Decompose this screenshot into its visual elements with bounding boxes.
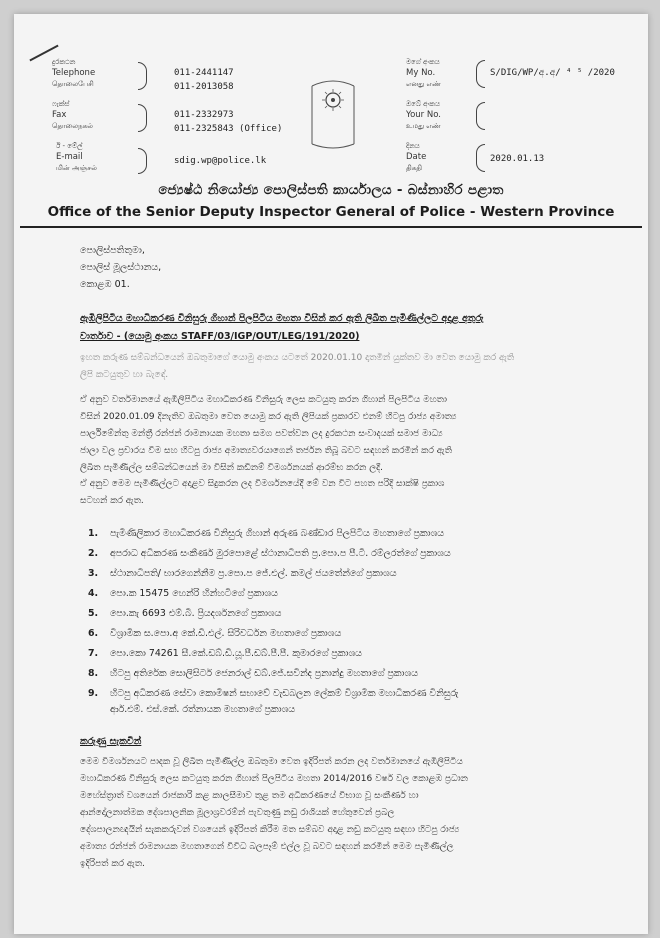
date-brace xyxy=(476,144,485,172)
letter-page xyxy=(14,14,648,934)
facts-line-7: ඉදිරිපත් කර ඇත. xyxy=(80,859,145,869)
telephone-number-1: 011-2441147 xyxy=(174,68,234,78)
list-item: 7. පො.කො 74261 සී.කේ.ඩබ්.ඩී.යූ.පී.ඩබ්.පී.පී. කුමාරගේ ප්‍රකාශය xyxy=(88,648,362,659)
email-brace xyxy=(138,148,147,174)
email-label-si: ඊ - මේල් xyxy=(56,142,83,150)
date-label-ta: திகதி xyxy=(406,164,422,172)
fax-number-2: 011-2325843 (Office) xyxy=(174,124,283,134)
recipient-block xyxy=(80,242,161,293)
list-item: 1. පැමිණිලිකාර මහාධිකරණ විනිසුරු ගිහාන් අරුණ බණ්ඩාර පිලපිටිය මහතාගේ ප්‍රකාශය xyxy=(88,528,445,539)
your-no-label-ta: உமது எண் xyxy=(406,122,441,130)
telephone-brace xyxy=(138,62,147,90)
recipient-line-2: පොලිස් මූලස්ථානය, xyxy=(80,262,162,273)
telephone-number-2: 011-2013058 xyxy=(174,82,234,92)
date-value: 2020.01.13 xyxy=(490,154,545,164)
paragraph-2-line-1: ඒ අනුව වර්තමානයේ ඇඹිලිපිටිය මහාධිකරණ විනිසුරු ලෙස කටයුතු කරන ගිහාන් පිලපිටිය මහතා xyxy=(80,395,447,405)
facts-line-5: දේශපාලනඥයින් සැකකරුවන් වශයෙන් ඉදිරිපත් කිරීම මත සම්බව අදාළ නඩු කටයුතු සඳහා හිටපු රාජ්‍ය xyxy=(80,825,460,835)
police-emblem-icon xyxy=(302,74,364,152)
list-item: 5. පො.කැ 6693 එම්.බී. ප්‍රියදර්ශනගේ ප්‍රකාශය xyxy=(88,608,282,619)
header-divider xyxy=(20,226,642,228)
your-no-brace xyxy=(476,102,485,130)
list-item: 4. පො.ක 15475 හෙන්රි හින්හටිගේ ප්‍රකාශය xyxy=(88,588,278,599)
date-label-en: Date xyxy=(406,152,427,162)
fax-label-en: Fax xyxy=(52,110,67,120)
email-label-ta: மின் அஞ்சல் xyxy=(56,164,97,172)
paragraph-3 xyxy=(80,476,628,510)
recipient-line-3: කොළඹ 01. xyxy=(80,279,130,290)
my-no-value: S/DIG/WP/අ.අ/ ⁴ ⁵ /2020 xyxy=(490,68,615,78)
paragraph-2-line-5: ලිඛිත පැමිණිල්ල සම්බන්ධයෙන් මා විසින් කඩිනම් විමර්ශනයක් ආරම්භ කරන ලදී. xyxy=(80,463,383,473)
my-no-label-si: මගේ අංකය xyxy=(406,58,440,66)
recipient-line-1: පොලිස්පතිතුමා, xyxy=(80,245,145,256)
paragraph-2 xyxy=(80,392,628,477)
facts-line-6: අමාත්‍ය රන්ජන් රාමනායක මහතාගෙන් විවිධ බලපෑම් එල්ල වූ බවට සඳහන් කරමින් මෙම පැමිණිල්ල xyxy=(80,842,454,852)
paragraph-3-line-2: සටහන් කර ඇත. xyxy=(80,496,144,506)
fax-number-1: 011-2332973 xyxy=(174,110,234,120)
paragraph-1 xyxy=(80,350,628,384)
paragraph-2-line-4: ජාලා වල ප්‍රචාරය වීම සහ හිටපු රාජ්‍ය අමාත්‍යවරයාගෙන් තර්ජන තිබූ බවට සඳහන් කරමින් කර ඇති xyxy=(80,446,452,456)
facts-line-4: ආන්දෝලනාත්මක දේශපාලනික මූලාශ්‍රවරම්න් පැවතුණු නඩු රාශියක් හේතුවෙන් ප්‍රබල xyxy=(80,808,395,818)
office-title-sinhala: ජ්‍යෙෂ්ඨ නියෝජ්‍ය පොලිස්පති කාර්යාලය - බස්නාහිර පළාත xyxy=(158,182,504,198)
list-item: 9. හිටපු අධිකරණ සේවා කොමිෂන් සභාවේ වැඩබලන ලේකම් විශ්‍රාමික මහාධිකරණ විනිසුරු xyxy=(88,688,459,699)
list-item: ආර්.එම්. එස්.කේ. රත්නායක මහතාගේ ප්‍රකාශය xyxy=(110,704,296,715)
paragraph-3-line-1: ඒ අනුව මෙම පැමිණිල්ලට අදාළව සිදුකරන ලද විමර්ශනයේදී මේ වන විට පහත පරිදි සාක්ෂි ප්‍රකාශ xyxy=(80,479,445,489)
list-item: 3. ස්ථානාධිපති/ භාරගෙන්නීම ප්‍ර.පො.ප ජේ.එල්. කමල් ජයතේන්ගේ ප්‍රකාශය xyxy=(88,568,397,579)
list-item: 6. විශ්‍රාමික ස.පො.අ කේ.ඩී.එල්. සිරිවර්ධන මහතාගේ ප්‍රකාශය xyxy=(88,628,342,639)
subject-line-1: ඇඹිලිපිටිය මහාධිකරණ විනිසුරු ගිහාන් පිලපිටිය මහතා විසින් කර ඇති ලිඛිත පැමිණිල්ලට අදාළ අතුරු xyxy=(80,313,484,324)
paragraph-1-line-1: ඉහත කරුණ සම්බන්ධයෙන් ඔබතුමාගේ යොමු අංකය යටතේ 2020.01.10 දාතමින් යුක්තව මා වෙත යොමු කර ඇති xyxy=(80,353,515,363)
paragraph-1-line-2: ලිපි කටයුතුව හා බැඳේ. xyxy=(80,370,169,380)
office-title-english: Office of the Senior Deputy Inspector General of Police - Western Province xyxy=(47,204,615,220)
facts-line-2: මහාධිකරණ විනිසුරු ලෙස කටයුතු කරන ගිහාන් පිලපිටිය මහතා 2014/2016 වර්ෂ වල කොළඹ ප්‍රධාන xyxy=(80,774,468,784)
my-no-brace xyxy=(476,60,485,88)
subject-line-2: වාර්තාව - (යොමු අංකය STAFF/03/IGP/OUT/LEG/191/2020) xyxy=(80,331,360,342)
facts-line-3: මහේස්ත්‍රාත් වශයෙන් රාජකාරි කළ කාලසීමාව තුළ තම අධිකරණයේ විභාග වූ සංකීර්ණ හා xyxy=(80,791,419,801)
telephone-label-en: Telephone xyxy=(52,68,96,78)
facts-paragraph xyxy=(80,754,628,873)
fax-label-ta: தொலைநகல் xyxy=(52,122,93,130)
list-item: 8. හිටපු අතිරේක සොලිසිටර් ජෙනරාල් ඩබ්.ජේ.සවින්ද ප්‍රනාන්දු මහතාගේ ප්‍රකාශය xyxy=(88,668,418,679)
facts-heading: කරුණු සැකවින් xyxy=(80,736,142,747)
my-no-label-en: My No. xyxy=(406,68,436,78)
paragraph-2-line-3: පාර්ලිමේන්තු මන්ත්‍රී රන්ජන් රාමනායක මහතා සමග පවත්වන ලද දුරකථන සංවාදයක් සමාජ මාධ්‍ය xyxy=(80,429,443,439)
list-item: 2. අපරාධ අධිකරණ සංකීර්ණ මුරපොළේ ස්ථානාධිපති ප්‍ර.පො.ප පී.ටී. රම්ලරත්ගේ ප්‍රකාශය xyxy=(88,548,451,559)
paragraph-2-line-2: විසින් 2020.01.09 දිනැතිව ඔබතුමා වෙත යොමු කර ඇති ලිපියක් ප්‍රකාරව එනම් හිටපු රාජ්‍ය අමාත්‍ය xyxy=(80,412,457,422)
facts-line-1: මෙම විමර්ශනයට පාදක වූ ලිඛිත පැමිණිල්ල ඔබතුමා වෙත ඉදිරිපත් කරන ලද වර්තමානයේ ඇඹිලිපිටිය xyxy=(80,757,463,767)
email-value: sdig.wp@police.lk xyxy=(174,156,267,166)
my-no-label-ta: எனது எண் xyxy=(406,80,441,88)
telephone-label-si: දුරකථන xyxy=(52,58,76,66)
your-no-label-en: Your No. xyxy=(406,110,441,120)
email-label-en: E-mail xyxy=(56,152,83,162)
telephone-label-ta: தொலைபேசி xyxy=(52,80,94,88)
date-label-si: දිනය xyxy=(406,142,420,150)
subject-block xyxy=(80,310,628,346)
fax-label-si: ෆැක්ස් xyxy=(52,100,70,108)
your-no-label-si: ඔබේ අංකය xyxy=(406,100,440,108)
fax-brace xyxy=(138,104,147,132)
